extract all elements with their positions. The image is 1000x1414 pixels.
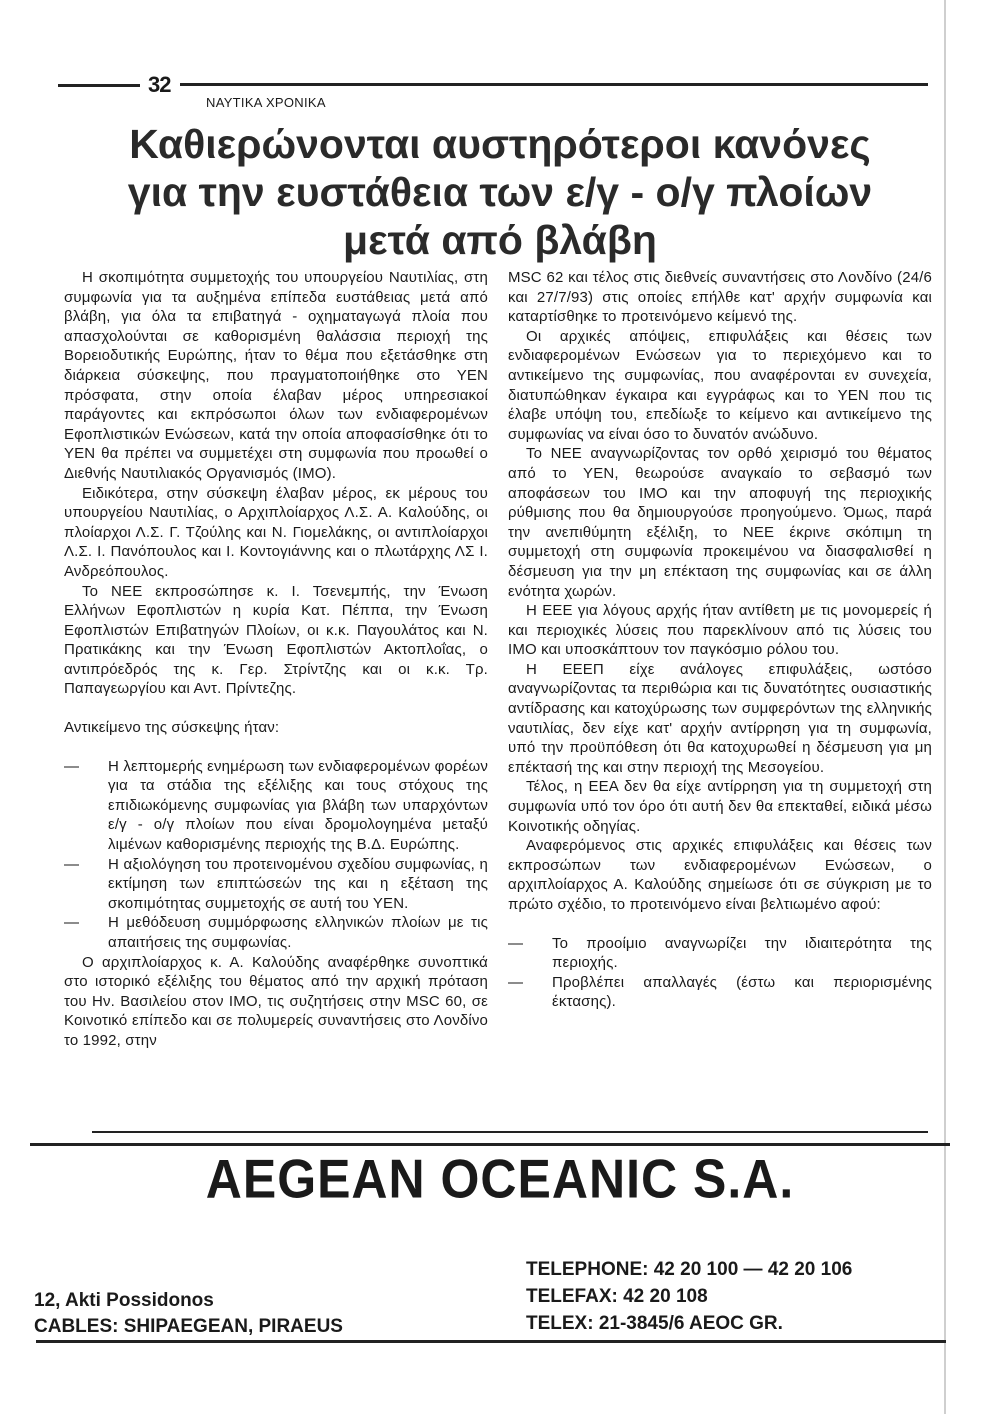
dash-bullet: — — [508, 973, 524, 991]
address-line: 12, Akti Possidonos — [34, 1290, 214, 1311]
topics-list — [64, 757, 488, 953]
title-line: για την ευστάθεια των ε/γ - ο/γ πλοίων — [127, 169, 873, 215]
dash-bullet: — — [64, 855, 80, 873]
dash-bullet: — — [64, 757, 80, 775]
telephone-line: TELEPHONE: 42 20 100 — 42 20 106 — [526, 1259, 853, 1280]
paragraph: Το ΝΕΕ εκπροσώπησε κ. Ι. Τσενεμπής, την Ένωση Ελλήνων Εφοπλιστών η κυρία Κατ. Πέππα, την Ένωση Εφοπλιστών Επιβατηγών Πλοίων, οι κ.κ. Παγουλάτος και Ν. Πρατικάκης και την Ένωση Εφοπλιστών Ακτοπλοΐας, ο αντιπρόεδρός της κ. Γερ. Στρίντζης και οι κ.κ. Τρ. Παπαγεωργίου και Αντ. Πρίντεζης. — [64, 582, 488, 698]
ad-bottom-rule — [36, 1340, 946, 1343]
advertiser-name: AEGEAN OCEANIC S.A. — [205, 1148, 795, 1210]
list-item: — Η μεθόδευση συμμόρφωσης ελληνικών πλοίων με τις απαιτήσεις της συμφωνίας. — [64, 914, 488, 951]
title-line: Καθιερώνονται αυστηρότεροι κανόνες — [129, 121, 871, 167]
header-rule-right — [180, 83, 928, 86]
page-number: 32 — [148, 72, 171, 97]
paragraph: Οι αρχικές απόψεις, επιφυλάξεις και θέσεις των ενδιαφερομένων Ενώσεων για το περιεχόμενο και το αντικείμενο της συμφωνίας, που αναφέρονται εν συνεχεία, διατυπώθηκαν έγκαιρα και εγγράφως και το ΥΕΝ που τις έλαβε υπόψη του, επεδίωξε το κείμενο και αντικείμενο της συμφωνίας να είναι όσο το δυνατόν ανώδυνο. — [508, 327, 932, 443]
telefax-line: TELEFAX: 42 20 108 — [526, 1286, 708, 1307]
advertiser-contact — [526, 1256, 852, 1337]
title-line: μετά από βλάβη — [343, 217, 657, 263]
list-item: — Η λεπτομερής ενημέρωση των ενδιαφερομένων φορέων για τα στάδια της εξέλιξης και τους στόχους της επιδιωκόμενης συμφωνίας για βλάβη των υπαρχόντων ε/γ - ο/γ πλοίων που είναι δρομολογημένα μεταξύ λιμένων καθορισμένης περιοχής της Β.Δ. Ευρώπης. — [64, 757, 488, 854]
header-rule-left — [58, 84, 140, 87]
list-item: — Η αξιολόγηση του προτεινομένου σχεδίου συμφωνίας, η εκτίμηση των επιπτώσεών της και η εξέταση της σκοπιμότητας συμμετοχής σε αυτή του ΥΕΝ. — [64, 855, 488, 912]
right-column — [508, 268, 932, 1012]
magazine-name: ΝΑΥΤΙΚΑ ΧΡΟΝΙΚΑ — [206, 95, 326, 110]
paragraph: MSC 62 και τέλος στις διεθνείς συναντήσεις στο Λονδίνο (24/6 και 27/7/93) στις οποίες επήλθε κατ' αρχήν συμφωνία και καταρτίσθηκε το προτεινόμενο κείμενό της. — [508, 269, 932, 326]
article-end-rule — [92, 1131, 928, 1133]
paragraph: Η ΕΕΕ για λόγους αρχής ήταν αντίθετη με τις μονομερείς ή και περιοχικές λύσεις που παρεκλίνουν από τις λύσεις του ΙΜΟ και υποσκάπτουν τον παγκόσμιο ρόλου του. — [508, 602, 932, 659]
paragraph: Το ΝΕΕ αναγνωρίζοντας τον ορθό χειρισμό του θέματος από το ΥΕΝ, θεωρούσε αναγκαίο το σεβασμό των αποφάσεων του ΙΜΟ και την αποφυγή της περιοχικής ρύθμισης που θα δημιουργούσε προηγούμενο. Όμως, παρά την ανεπιθύμητη εξέλιξη, το ΝΕΕ έκρινε σκόπιμη τη συμμετοχή στη συμφωνία προκειμένου να διασφαλισθεί η δέσμευση για την μη επέκταση της συμφωνίας και σε άλλη ενότητα χωρών. — [508, 445, 932, 600]
cables-line: CABLES: SHIPAEGEAN, PIRAEUS — [34, 1316, 343, 1337]
left-column — [64, 268, 488, 1051]
article-title — [60, 120, 940, 264]
telex-line: TELEX: 21-3845/6 AEOC GR. — [526, 1313, 783, 1334]
paragraph: Αναφερόμενος στις αρχικές επιφυλάξεις και θέσεις των εκπροσώπων των ενδιαφερομένων Ενώσεων, ο αρχιπλοίαρχος Α. Καλούδης σημείωσε ότι σε σύγκριση με το πρώτο σχέδιο, το προτεινόμενο είναι βελτιωμένο αφού: — [508, 837, 932, 913]
dash-bullet: — — [508, 934, 524, 952]
paragraph: Ειδικότερα, στην σύσκεψη έλαβαν μέρος, εκ μέρους του υπουργείου Ναυτιλίας, ο Αρχιπλοίαρχος Λ.Σ. Α. Καλούδης, οι πλοίαρχοι Λ.Σ. Γ. Τζούλης και Ν. Γιομελάκης, οι αντιπλοίαρχοι Λ.Σ. Ι. Πανόπουλος και Ι. Κοντογιάννης και ο πλωτάρχης ΛΣ Ι. Ανδρεόπουλος. — [64, 484, 488, 580]
list-item: — Προβλέπει απαλλαγές (έστω και περιορισμένης έκτασης). — [508, 973, 932, 1011]
paragraph: Η σκοπιμότητα συμμετοχής του υπουργείου Ναυτιλίας, στη συμφωνία για τα αυξημένα επίπεδα ευστάθειας μετά από βλάβη, για όλα τα επιβατηγά - οχηματαγωγά πλοία που απασχολούνται σε καθορισμένη θαλάσσια περιοχή της Βορειοδυτικής Ευρώπης, ήταν το θέμα που εξετάσθηκε στη διάρκεια σύσκεψης, που πραγματοποιήθηκε στο ΥΕΝ πρόσφατα, στην οποία έλαβαν μέρος υπηρεσιακοί παράγοντες και εκπρόσωποι όλων των ενδιαφερομένων Εφοπλιστικών Ενώσεων, κατά την οποία αποφασίσθηκε ότι το ΥΕΝ θα πρέπει να συμμετέχει στη συμφωνία που προωθεί ο Διεθνής Ναυτιλιακός Οργανισμός (ΙΜΟ). — [64, 269, 488, 482]
dash-bullet: — — [64, 914, 80, 932]
list-intro: Αντικείμενο της σύσκεψης ήταν: — [64, 719, 280, 737]
paragraph: Η ΕΕΕΠ είχε ανάλογες επιφυλάξεις, ωστόσο αναγνωρίζοντας τα περιθώρια και τις δυνατότητες ουσιαστικής αντίδρασης και κατοχύρωσης των συμφερόντων της ελληνικής ναυτιλίας, δεν είχε κατ' αρχήν αντίρρηση για τη συμφωνία, υπό την προϋπόθεση ότι θα κατοχυρωθεί η δέσμευση για μη επέκτασή της και στην περιοχή της Μεσογείου. — [508, 660, 932, 776]
paragraph: Ο αρχιπλοίαρχος κ. Α. Καλούδης αναφέρθηκε συνοπτικά στο ιστορικό εξέλιξης του θέματος από την αρχική πρόταση του Ην. Βασιλείου στον ΙΜΟ, τις συζητήσεις στην MSC 60, σε Κοινοτικό επίπεδο και σε πολυμερείς συναντήσεις στο Λονδίνο το 1992, στην — [64, 953, 488, 1049]
ad-top-rule — [30, 1143, 950, 1146]
paragraph: Τέλος, η ΕΕΑ δεν θα είχε αντίρρηση για τη συμμετοχή στη συμφωνία υπό τον όρο ότι αυτή δεν θα επεκταθεί, ειδικά μέσω Κοινοτικής οδηγίας. — [508, 778, 932, 835]
list-item: — Το προοίμιο αναγνωρίζει την ιδιαιτερότητα της περιοχής. — [508, 934, 932, 972]
advertiser-address — [34, 1288, 343, 1340]
improvements-list — [508, 934, 932, 1012]
